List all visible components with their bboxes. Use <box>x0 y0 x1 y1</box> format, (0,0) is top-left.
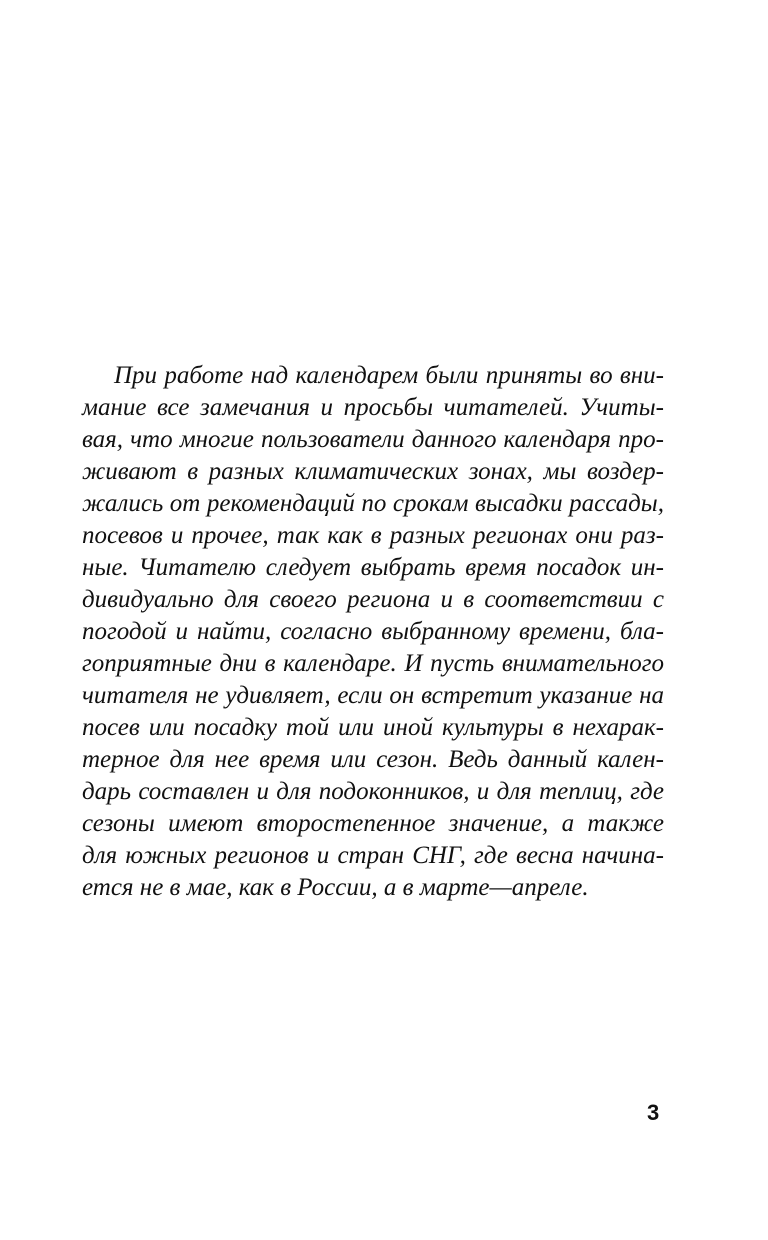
paragraph-line: живают в разных климатических зонах, мы воздер- <box>82 458 664 485</box>
paragraph-line: читателя не удивляет, если он встретит указание на <box>82 682 664 709</box>
paragraph-line: сезоны имеют второстепенное значение, а также <box>82 810 664 837</box>
paragraph-line: ется не в мае, как в России, а в марте—апреле. <box>82 874 589 901</box>
paragraph-line: мание все замечания и просьбы читателей. Учиты- <box>82 394 664 421</box>
paragraph-line: дарь составлен и для подоконников, и для теплиц, где <box>82 778 664 805</box>
body-paragraph <box>82 360 664 904</box>
paragraph-line: посевов и прочее, так как в разных регионах они раз- <box>82 522 664 549</box>
paragraph-line: посев или посадку той или иной культуры в нехарак- <box>82 714 664 741</box>
paragraph-line: для южных регионов и стран СНГ, где весна начина- <box>82 842 664 869</box>
paragraph-line: ные. Читателю следует выбрать время посадок ин- <box>82 554 664 581</box>
paragraph-line: терное для нее время или сезон. Ведь данный кален- <box>82 746 664 773</box>
paragraph-line: жались от рекомендаций по срокам высадки рассады, <box>82 490 664 517</box>
paragraph-line: погодой и найти, согласно выбранному времени, бла- <box>82 618 664 645</box>
paragraph-line: При работе над календарем были приняты во вни- <box>114 362 664 389</box>
paragraph-line: дивидуально для своего региона и в соответствии с <box>82 586 664 613</box>
paragraph-line: вая, что многие пользователи данного календаря про- <box>82 426 664 453</box>
paragraph-line: гоприятные дни в календаре. И пусть внимательного <box>82 650 664 677</box>
page-number: 3 <box>647 1100 660 1125</box>
